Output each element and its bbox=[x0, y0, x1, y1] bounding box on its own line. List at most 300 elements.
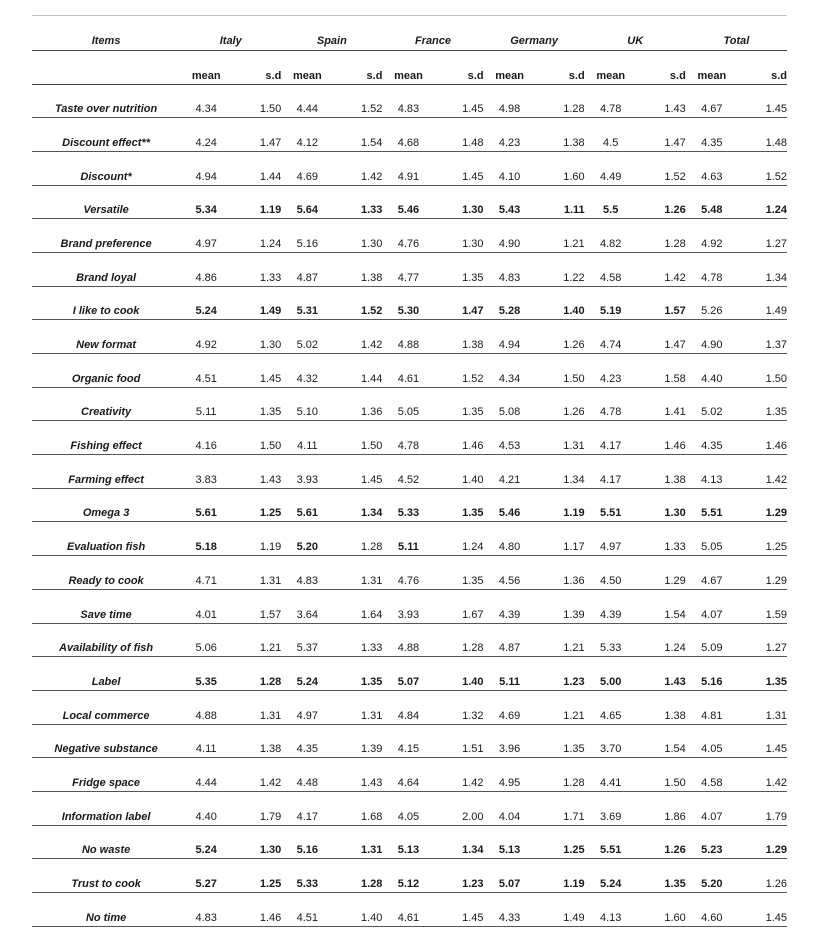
top-rule bbox=[32, 15, 787, 16]
mean-cell: 5.37 bbox=[281, 623, 333, 657]
sd-cell: 1.54 bbox=[333, 118, 382, 152]
mean-cell: 4.78 bbox=[382, 421, 434, 455]
sd-cell: 1.47 bbox=[637, 118, 686, 152]
mean-cell: 5.07 bbox=[382, 657, 434, 691]
item-label: Availability of fish bbox=[32, 623, 180, 657]
item-label: Taste over nutrition bbox=[32, 84, 180, 118]
mean-cell: 4.69 bbox=[281, 151, 333, 185]
mean-cell: 4.40 bbox=[686, 354, 738, 388]
mean-cell: 4.39 bbox=[484, 589, 536, 623]
table-row bbox=[32, 791, 787, 825]
mean-cell: 4.48 bbox=[281, 758, 333, 792]
items-header: Items bbox=[32, 28, 180, 50]
country-header-total: Total bbox=[686, 28, 787, 50]
sd-cell: 1.35 bbox=[434, 488, 483, 522]
sd-cell: 1.52 bbox=[637, 151, 686, 185]
mean-cell: 4.97 bbox=[281, 690, 333, 724]
sd-cell: 1.26 bbox=[536, 387, 585, 421]
table-row bbox=[32, 758, 787, 792]
mean-cell: 4.76 bbox=[382, 219, 434, 253]
sd-cell: 1.31 bbox=[333, 825, 382, 859]
mean-cell: 4.98 bbox=[484, 84, 536, 118]
sd-cell: 1.48 bbox=[738, 118, 787, 152]
item-label: Brand loyal bbox=[32, 252, 180, 286]
sd-cell: 1.52 bbox=[333, 84, 382, 118]
mean-cell: 4.35 bbox=[686, 118, 738, 152]
sd-cell: 1.27 bbox=[738, 219, 787, 253]
table-row bbox=[32, 252, 787, 286]
sd-cell: 1.40 bbox=[434, 455, 483, 489]
sd-cell: 1.34 bbox=[333, 488, 382, 522]
mean-cell: 4.83 bbox=[382, 84, 434, 118]
mean-cell: 4.84 bbox=[382, 690, 434, 724]
sd-cell: 1.21 bbox=[232, 623, 281, 657]
mean-cell: 4.05 bbox=[686, 724, 738, 758]
mean-cell: 4.69 bbox=[484, 690, 536, 724]
sd-cell: 1.35 bbox=[637, 859, 686, 893]
mean-cell: 4.90 bbox=[484, 219, 536, 253]
mean-cell: 5.33 bbox=[281, 859, 333, 893]
mean-cell: 5.31 bbox=[281, 286, 333, 320]
mean-cell: 4.63 bbox=[686, 151, 738, 185]
sd-cell: 1.35 bbox=[536, 724, 585, 758]
table-row bbox=[32, 354, 787, 388]
mean-cell: 4.12 bbox=[281, 118, 333, 152]
table-row bbox=[32, 657, 787, 691]
sd-cell: 1.46 bbox=[738, 421, 787, 455]
mean-cell: 4.35 bbox=[686, 421, 738, 455]
mean-cell: 4.88 bbox=[382, 623, 434, 657]
table-row bbox=[32, 185, 787, 219]
mean-cell: 4.51 bbox=[180, 354, 232, 388]
mean-cell: 5.00 bbox=[585, 657, 637, 691]
sd-cell: 1.30 bbox=[232, 320, 281, 354]
mean-cell: 4.71 bbox=[180, 556, 232, 590]
table-row bbox=[32, 387, 787, 421]
table-row bbox=[32, 690, 787, 724]
sd-cell: 1.38 bbox=[637, 455, 686, 489]
sd-cell: 1.47 bbox=[637, 320, 686, 354]
sd-cell: 1.21 bbox=[536, 623, 585, 657]
sd-cell: 1.29 bbox=[738, 825, 787, 859]
sd-cell: 1.30 bbox=[637, 488, 686, 522]
sd-cell: 1.19 bbox=[232, 185, 281, 219]
sd-cell: 1.26 bbox=[536, 320, 585, 354]
mean-cell: 3.96 bbox=[484, 724, 536, 758]
mean-cell: 4.78 bbox=[686, 252, 738, 286]
mean-cell: 5.30 bbox=[382, 286, 434, 320]
mean-cell: 4.51 bbox=[281, 893, 333, 927]
mean-header: mean bbox=[585, 50, 637, 84]
mean-cell: 4.15 bbox=[382, 724, 434, 758]
item-label: I like to cook bbox=[32, 286, 180, 320]
mean-cell: 4.13 bbox=[585, 893, 637, 927]
sd-cell: 1.28 bbox=[333, 859, 382, 893]
sd-cell: 1.52 bbox=[434, 354, 483, 388]
mean-cell: 4.60 bbox=[686, 893, 738, 927]
mean-cell: 4.56 bbox=[484, 556, 536, 590]
sd-cell: 1.50 bbox=[333, 421, 382, 455]
sd-cell: 1.24 bbox=[738, 185, 787, 219]
mean-cell: 4.50 bbox=[585, 556, 637, 590]
item-label: No waste bbox=[32, 825, 180, 859]
mean-cell: 4.58 bbox=[686, 758, 738, 792]
item-label: Ready to cook bbox=[32, 556, 180, 590]
country-header-uk: UK bbox=[585, 28, 686, 50]
table-row bbox=[32, 118, 787, 152]
sd-cell: 1.60 bbox=[637, 893, 686, 927]
mean-cell: 4.78 bbox=[585, 387, 637, 421]
sd-cell: 1.17 bbox=[536, 522, 585, 556]
mean-cell: 4.86 bbox=[180, 252, 232, 286]
item-label: No time bbox=[32, 893, 180, 927]
country-header-germany: Germany bbox=[484, 28, 585, 50]
sd-cell: 1.30 bbox=[434, 185, 483, 219]
sd-cell: 1.35 bbox=[232, 387, 281, 421]
table-row bbox=[32, 421, 787, 455]
mean-cell: 5.11 bbox=[382, 522, 434, 556]
sd-cell: 1.38 bbox=[333, 252, 382, 286]
mean-cell: 4.40 bbox=[180, 791, 232, 825]
sd-cell: 1.46 bbox=[434, 421, 483, 455]
sd-cell: 1.68 bbox=[333, 791, 382, 825]
mean-cell: 5.51 bbox=[585, 825, 637, 859]
item-label: Trust to cook bbox=[32, 859, 180, 893]
mean-cell: 3.83 bbox=[180, 455, 232, 489]
mean-cell: 5.05 bbox=[382, 387, 434, 421]
mean-cell: 5.28 bbox=[484, 286, 536, 320]
sd-cell: 1.43 bbox=[333, 758, 382, 792]
mean-cell: 5.24 bbox=[585, 859, 637, 893]
sd-cell: 1.35 bbox=[434, 252, 483, 286]
sd-cell: 1.25 bbox=[536, 825, 585, 859]
item-label: Fridge space bbox=[32, 758, 180, 792]
item-label: Label bbox=[32, 657, 180, 691]
item-label: New format bbox=[32, 320, 180, 354]
sd-cell: 1.48 bbox=[434, 118, 483, 152]
sd-cell: 1.28 bbox=[536, 84, 585, 118]
sd-cell: 1.71 bbox=[536, 791, 585, 825]
mean-cell: 4.87 bbox=[484, 623, 536, 657]
mean-cell: 5.34 bbox=[180, 185, 232, 219]
sd-cell: 1.33 bbox=[232, 252, 281, 286]
sd-cell: 1.50 bbox=[536, 354, 585, 388]
sd-cell: 1.34 bbox=[536, 455, 585, 489]
mean-cell: 5.61 bbox=[281, 488, 333, 522]
sd-cell: 1.24 bbox=[434, 522, 483, 556]
sd-cell: 1.38 bbox=[536, 118, 585, 152]
sd-cell: 1.35 bbox=[434, 556, 483, 590]
sd-cell: 1.42 bbox=[333, 151, 382, 185]
sd-cell: 1.35 bbox=[333, 657, 382, 691]
sd-cell: 1.35 bbox=[738, 387, 787, 421]
mean-cell: 4.94 bbox=[180, 151, 232, 185]
sd-cell: 1.36 bbox=[536, 556, 585, 590]
sd-cell: 1.27 bbox=[738, 623, 787, 657]
mean-cell: 4.32 bbox=[281, 354, 333, 388]
sd-cell: 1.45 bbox=[434, 893, 483, 927]
mean-cell: 5.06 bbox=[180, 623, 232, 657]
sd-cell: 1.29 bbox=[738, 556, 787, 590]
mean-cell: 4.39 bbox=[585, 589, 637, 623]
sd-cell: 1.42 bbox=[232, 758, 281, 792]
item-label: Brand preference bbox=[32, 219, 180, 253]
sd-cell: 1.34 bbox=[434, 825, 483, 859]
mean-cell: 5.02 bbox=[686, 387, 738, 421]
mean-cell: 5.07 bbox=[484, 859, 536, 893]
mean-cell: 4.11 bbox=[180, 724, 232, 758]
mean-cell: 4.04 bbox=[484, 791, 536, 825]
table-row bbox=[32, 488, 787, 522]
sd-cell: 1.49 bbox=[738, 286, 787, 320]
table-row bbox=[32, 724, 787, 758]
mean-cell: 4.5 bbox=[585, 118, 637, 152]
mean-cell: 4.82 bbox=[585, 219, 637, 253]
sd-cell: 1.39 bbox=[333, 724, 382, 758]
mean-cell: 4.87 bbox=[281, 252, 333, 286]
sd-cell: 1.46 bbox=[232, 893, 281, 927]
mean-cell: 4.97 bbox=[180, 219, 232, 253]
country-header-row bbox=[32, 28, 787, 50]
sd-cell: 1.57 bbox=[637, 286, 686, 320]
mean-cell: 4.07 bbox=[686, 791, 738, 825]
sd-cell: 1.30 bbox=[434, 219, 483, 253]
mean-cell: 4.83 bbox=[484, 252, 536, 286]
mean-cell: 5.51 bbox=[686, 488, 738, 522]
mean-cell: 4.95 bbox=[484, 758, 536, 792]
mean-cell: 5.13 bbox=[382, 825, 434, 859]
mean-cell: 4.81 bbox=[686, 690, 738, 724]
mean-cell: 4.90 bbox=[686, 320, 738, 354]
sd-cell: 1.57 bbox=[232, 589, 281, 623]
mean-cell: 4.41 bbox=[585, 758, 637, 792]
mean-cell: 5.24 bbox=[180, 825, 232, 859]
sd-cell: 1.32 bbox=[434, 690, 483, 724]
table-body bbox=[32, 84, 787, 926]
sd-cell: 1.39 bbox=[536, 589, 585, 623]
sd-cell: 1.31 bbox=[232, 556, 281, 590]
mean-cell: 4.88 bbox=[180, 690, 232, 724]
sd-cell: 1.29 bbox=[637, 556, 686, 590]
sd-cell: 1.43 bbox=[637, 84, 686, 118]
sd-cell: 1.64 bbox=[333, 589, 382, 623]
sd-cell: 1.34 bbox=[738, 252, 787, 286]
sd-cell: 1.52 bbox=[738, 151, 787, 185]
item-label: Negative substance bbox=[32, 724, 180, 758]
sd-cell: 1.52 bbox=[333, 286, 382, 320]
mean-cell: 4.49 bbox=[585, 151, 637, 185]
mean-cell: 4.91 bbox=[382, 151, 434, 185]
item-label: Versatile bbox=[32, 185, 180, 219]
sd-cell: 1.42 bbox=[434, 758, 483, 792]
stat-header-row bbox=[32, 50, 787, 84]
stat-header-blank bbox=[32, 50, 180, 84]
item-label: Save time bbox=[32, 589, 180, 623]
sd-cell: 1.38 bbox=[434, 320, 483, 354]
item-label: Local commerce bbox=[32, 690, 180, 724]
sd-cell: 1.44 bbox=[333, 354, 382, 388]
mean-cell: 5.02 bbox=[281, 320, 333, 354]
sd-cell: 1.49 bbox=[232, 286, 281, 320]
mean-cell: 4.97 bbox=[585, 522, 637, 556]
sd-cell: 1.45 bbox=[434, 151, 483, 185]
mean-cell: 5.11 bbox=[180, 387, 232, 421]
mean-cell: 5.33 bbox=[585, 623, 637, 657]
item-label: Farming effect bbox=[32, 455, 180, 489]
mean-cell: 5.05 bbox=[686, 522, 738, 556]
sd-cell: 1.11 bbox=[536, 185, 585, 219]
mean-cell: 5.08 bbox=[484, 387, 536, 421]
sd-cell: 1.42 bbox=[333, 320, 382, 354]
sd-cell: 1.23 bbox=[536, 657, 585, 691]
sd-cell: 1.43 bbox=[637, 657, 686, 691]
sd-cell: 1.35 bbox=[434, 387, 483, 421]
mean-cell: 4.52 bbox=[382, 455, 434, 489]
sd-cell: 1.50 bbox=[738, 354, 787, 388]
sd-cell: 1.25 bbox=[232, 859, 281, 893]
sd-cell: 1.45 bbox=[434, 84, 483, 118]
mean-cell: 5.46 bbox=[382, 185, 434, 219]
table-row bbox=[32, 522, 787, 556]
sd-cell: 1.26 bbox=[637, 825, 686, 859]
table-row bbox=[32, 859, 787, 893]
sd-cell: 1.33 bbox=[333, 185, 382, 219]
sd-cell: 1.35 bbox=[738, 657, 787, 691]
mean-cell: 4.61 bbox=[382, 354, 434, 388]
country-header-spain: Spain bbox=[281, 28, 382, 50]
sd-cell: 1.28 bbox=[637, 219, 686, 253]
mean-cell: 4.83 bbox=[281, 556, 333, 590]
sd-cell: 1.45 bbox=[738, 84, 787, 118]
mean-cell: 4.07 bbox=[686, 589, 738, 623]
mean-cell: 4.34 bbox=[484, 354, 536, 388]
mean-cell: 4.92 bbox=[180, 320, 232, 354]
mean-cell: 5.16 bbox=[281, 219, 333, 253]
item-label: Organic food bbox=[32, 354, 180, 388]
mean-cell: 5.16 bbox=[281, 825, 333, 859]
mean-cell: 4.77 bbox=[382, 252, 434, 286]
mean-cell: 4.78 bbox=[585, 84, 637, 118]
sd-cell: 1.26 bbox=[738, 859, 787, 893]
mean-cell: 4.58 bbox=[585, 252, 637, 286]
sd-cell: 1.21 bbox=[536, 690, 585, 724]
table-row bbox=[32, 286, 787, 320]
sd-cell: 1.23 bbox=[434, 859, 483, 893]
table-row bbox=[32, 84, 787, 118]
mean-header: mean bbox=[686, 50, 738, 84]
mean-cell: 4.94 bbox=[484, 320, 536, 354]
sd-cell: 1.86 bbox=[637, 791, 686, 825]
mean-cell: 4.74 bbox=[585, 320, 637, 354]
sd-cell: 1.46 bbox=[637, 421, 686, 455]
sd-cell: 1.36 bbox=[333, 387, 382, 421]
mean-cell: 4.34 bbox=[180, 84, 232, 118]
mean-cell: 4.10 bbox=[484, 151, 536, 185]
mean-cell: 5.11 bbox=[484, 657, 536, 691]
mean-cell: 4.80 bbox=[484, 522, 536, 556]
mean-cell: 5.48 bbox=[686, 185, 738, 219]
sd-cell: 1.25 bbox=[738, 522, 787, 556]
table-row bbox=[32, 455, 787, 489]
mean-header: mean bbox=[281, 50, 333, 84]
mean-cell: 5.35 bbox=[180, 657, 232, 691]
mean-cell: 4.16 bbox=[180, 421, 232, 455]
mean-cell: 5.23 bbox=[686, 825, 738, 859]
mean-cell: 4.92 bbox=[686, 219, 738, 253]
table-row bbox=[32, 556, 787, 590]
sd-cell: 1.54 bbox=[637, 724, 686, 758]
mean-cell: 4.35 bbox=[281, 724, 333, 758]
mean-cell: 4.17 bbox=[281, 791, 333, 825]
mean-cell: 5.26 bbox=[686, 286, 738, 320]
sd-cell: 1.29 bbox=[738, 488, 787, 522]
sd-cell: 1.45 bbox=[232, 354, 281, 388]
sd-cell: 1.31 bbox=[232, 690, 281, 724]
mean-cell: 4.67 bbox=[686, 556, 738, 590]
mean-cell: 3.93 bbox=[382, 589, 434, 623]
table-row bbox=[32, 893, 787, 927]
sd-cell: 1.19 bbox=[232, 522, 281, 556]
sd-cell: 1.47 bbox=[232, 118, 281, 152]
sd-cell: 1.49 bbox=[536, 893, 585, 927]
mean-cell: 5.43 bbox=[484, 185, 536, 219]
mean-cell: 5.5 bbox=[585, 185, 637, 219]
mean-cell: 4.65 bbox=[585, 690, 637, 724]
item-label: Evaluation fish bbox=[32, 522, 180, 556]
mean-cell: 4.88 bbox=[382, 320, 434, 354]
sd-cell: 1.31 bbox=[738, 690, 787, 724]
item-label: Fishing effect bbox=[32, 421, 180, 455]
mean-cell: 4.83 bbox=[180, 893, 232, 927]
sd-header: s.d bbox=[637, 50, 686, 84]
country-header-france: France bbox=[382, 28, 483, 50]
sd-cell: 1.45 bbox=[333, 455, 382, 489]
statistics-table bbox=[32, 28, 787, 927]
mean-cell: 4.24 bbox=[180, 118, 232, 152]
mean-cell: 4.01 bbox=[180, 589, 232, 623]
sd-header: s.d bbox=[232, 50, 281, 84]
table-row bbox=[32, 151, 787, 185]
mean-header: mean bbox=[382, 50, 434, 84]
table-row bbox=[32, 219, 787, 253]
mean-cell: 4.13 bbox=[686, 455, 738, 489]
item-label: Discount* bbox=[32, 151, 180, 185]
mean-cell: 4.53 bbox=[484, 421, 536, 455]
mean-cell: 3.93 bbox=[281, 455, 333, 489]
sd-cell: 1.21 bbox=[536, 219, 585, 253]
sd-cell: 1.31 bbox=[333, 690, 382, 724]
sd-cell: 1.37 bbox=[738, 320, 787, 354]
mean-cell: 4.64 bbox=[382, 758, 434, 792]
sd-cell: 1.30 bbox=[333, 219, 382, 253]
sd-cell: 1.42 bbox=[738, 455, 787, 489]
mean-cell: 4.23 bbox=[484, 118, 536, 152]
sd-cell: 1.22 bbox=[536, 252, 585, 286]
sd-cell: 2.00 bbox=[434, 791, 483, 825]
sd-cell: 1.24 bbox=[232, 219, 281, 253]
sd-cell: 1.33 bbox=[637, 522, 686, 556]
sd-cell: 1.42 bbox=[738, 758, 787, 792]
item-label: Omega 3 bbox=[32, 488, 180, 522]
sd-cell: 1.51 bbox=[434, 724, 483, 758]
mean-cell: 4.67 bbox=[686, 84, 738, 118]
mean-cell: 5.33 bbox=[382, 488, 434, 522]
mean-cell: 5.18 bbox=[180, 522, 232, 556]
sd-cell: 1.31 bbox=[536, 421, 585, 455]
mean-cell: 4.05 bbox=[382, 791, 434, 825]
mean-cell: 5.12 bbox=[382, 859, 434, 893]
sd-header: s.d bbox=[333, 50, 382, 84]
